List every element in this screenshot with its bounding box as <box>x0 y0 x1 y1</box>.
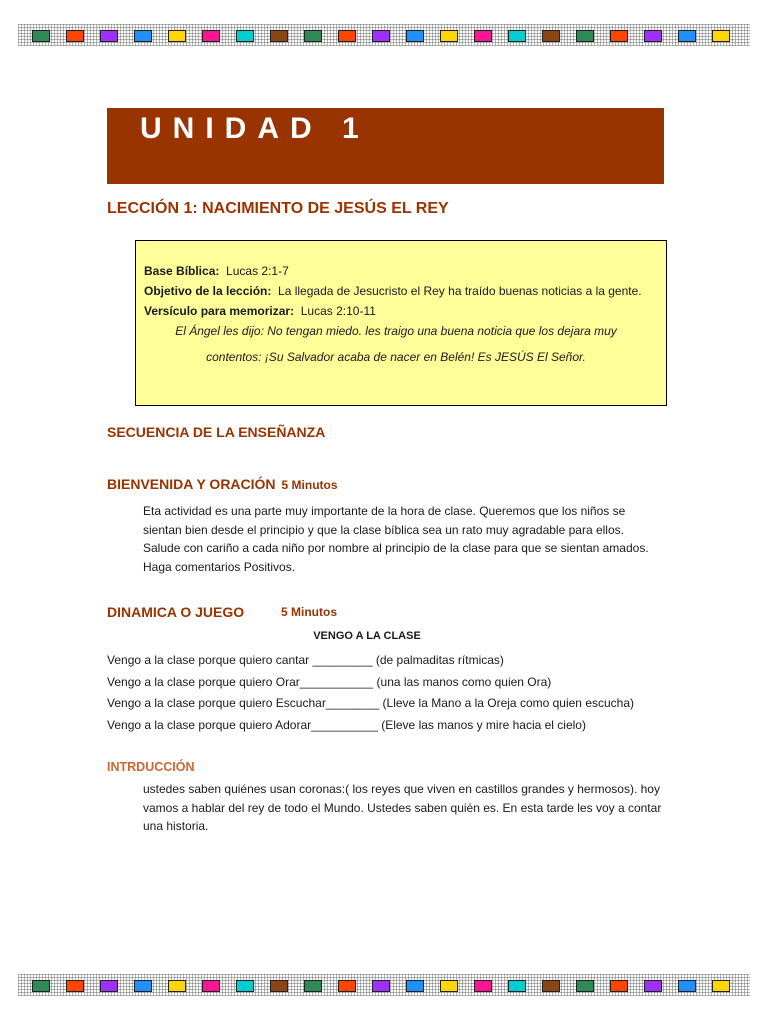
border-pattern-block <box>270 980 288 992</box>
base-biblica-label: Base Bíblica: <box>144 264 220 278</box>
lesson-title: LECCIÓN 1: NACIMIENTO DE JESÚS EL REY <box>107 200 449 217</box>
border-pattern-block <box>406 980 424 992</box>
border-pattern-block <box>678 980 696 992</box>
border-pattern-block <box>168 30 186 42</box>
border-pattern-block <box>270 30 288 42</box>
song-line: Vengo a la clase porque quiero Orar___________ (una las manos como quien Ora) <box>107 674 552 689</box>
border-pattern-block <box>406 30 424 42</box>
border-pattern-block <box>644 980 662 992</box>
border-pattern-block <box>32 30 50 42</box>
objective-label: Objetivo de la lección: <box>144 284 272 298</box>
game-heading <box>107 604 244 620</box>
border-pattern-block <box>338 980 356 992</box>
song-title: VENGO A LA CLASE <box>313 630 421 642</box>
border-pattern-block <box>32 980 50 992</box>
border-pattern-block <box>304 980 322 992</box>
border-pattern-block <box>678 30 696 42</box>
border-pattern-block <box>236 30 254 42</box>
border-pattern-block <box>236 980 254 992</box>
verse-text-line-1: El Ángel les dijo: No tengan miedo. les traigo una buena noticia que los dejara muy <box>175 324 617 338</box>
song-line: Vengo a la clase porque quiero Adorar__________ (Eleve las manos y mire hacia el cielo) <box>107 717 586 732</box>
border-pattern-block <box>474 30 492 42</box>
border-pattern-block <box>338 30 356 42</box>
base-biblica-value: Lucas 2:1-7 <box>226 264 289 278</box>
border-pattern-block <box>440 980 458 992</box>
welcome-heading <box>107 476 338 492</box>
lesson-info-box <box>135 240 667 406</box>
decorative-border-bottom <box>18 974 750 996</box>
border-pattern-block <box>372 980 390 992</box>
objective-value: La llegada de Jesucristo el Rey ha traído buenas noticias a la gente. <box>278 284 642 298</box>
welcome-heading-title: BIENVENIDA Y ORACIÓN <box>107 476 276 492</box>
unit-banner <box>107 108 664 184</box>
border-pattern-block <box>66 30 84 42</box>
border-pattern-block <box>440 30 458 42</box>
base-biblica-row <box>144 261 656 281</box>
border-pattern-block <box>576 980 594 992</box>
verse-text-line-2: contentos: ¡Su Salvador acaba de nacer en Belén! Es JESÚS El Señor. <box>206 350 586 364</box>
welcome-paragraph: Eta actividad es una parte muy importante de la hora de clase. Queremos que los niños se sientan bien desde el principio y que la clase bíblica sea un rato muy agradable para ellos. Salude con cariño a cada niño por nombre al principio de la clase para que se sientan amados. Haga comentarios Positivos. <box>143 504 649 574</box>
intro-heading: INTRDUCCIÓN <box>107 760 195 774</box>
song-line: Vengo a la clase porque quiero Escuchar________ (Lleve la Mano a la Oreja como quien escucha) <box>107 696 635 710</box>
border-pattern-block <box>304 30 322 42</box>
game-minutes: 5 Minutos <box>281 605 337 619</box>
border-pattern-block <box>508 980 526 992</box>
border-pattern-block <box>168 980 186 992</box>
game-heading-title: DINAMICA O JUEGO <box>107 604 245 620</box>
border-pattern-block <box>644 30 662 42</box>
border-pattern-block <box>576 30 594 42</box>
memory-verse-value: Lucas 2:10-11 <box>300 304 376 318</box>
unit-title: UNIDAD 1 <box>140 112 370 145</box>
border-pattern-block <box>610 980 628 992</box>
border-pattern-block <box>610 30 628 42</box>
border-pattern-block <box>134 30 152 42</box>
border-pattern-block <box>712 980 730 992</box>
memory-verse-row <box>144 301 656 321</box>
border-pattern-block <box>202 30 220 42</box>
decorative-border-top <box>18 24 750 46</box>
border-pattern-block <box>66 980 84 992</box>
memory-verse-label: Versículo para memorizar: <box>144 304 295 318</box>
border-pattern-block <box>202 980 220 992</box>
border-pattern-block <box>100 980 118 992</box>
border-pattern-block <box>134 980 152 992</box>
welcome-minutes: 5 Minutos <box>281 478 338 492</box>
objective-row <box>144 281 656 301</box>
intro-paragraph: ustedes saben quiénes usan coronas:( los reyes que viven en castillos grandes y hermosos). hoy vamos a hablar del rey de todo el Mundo. Ustedes saben quién es. En esta tarde les voy a contar una historia. <box>143 782 662 833</box>
border-pattern-block <box>712 30 730 42</box>
border-pattern-block <box>474 980 492 992</box>
border-pattern-block <box>372 30 390 42</box>
border-pattern-block <box>542 980 560 992</box>
song-line: Vengo a la clase porque quiero cantar _________ (de palmaditas rítmicas) <box>107 653 504 667</box>
border-pattern-block <box>542 30 560 42</box>
border-pattern-block <box>508 30 526 42</box>
sequence-heading: SECUENCIA DE LA ENSEÑANZA <box>107 424 326 440</box>
border-pattern-block <box>100 30 118 42</box>
song-lines <box>107 650 634 736</box>
